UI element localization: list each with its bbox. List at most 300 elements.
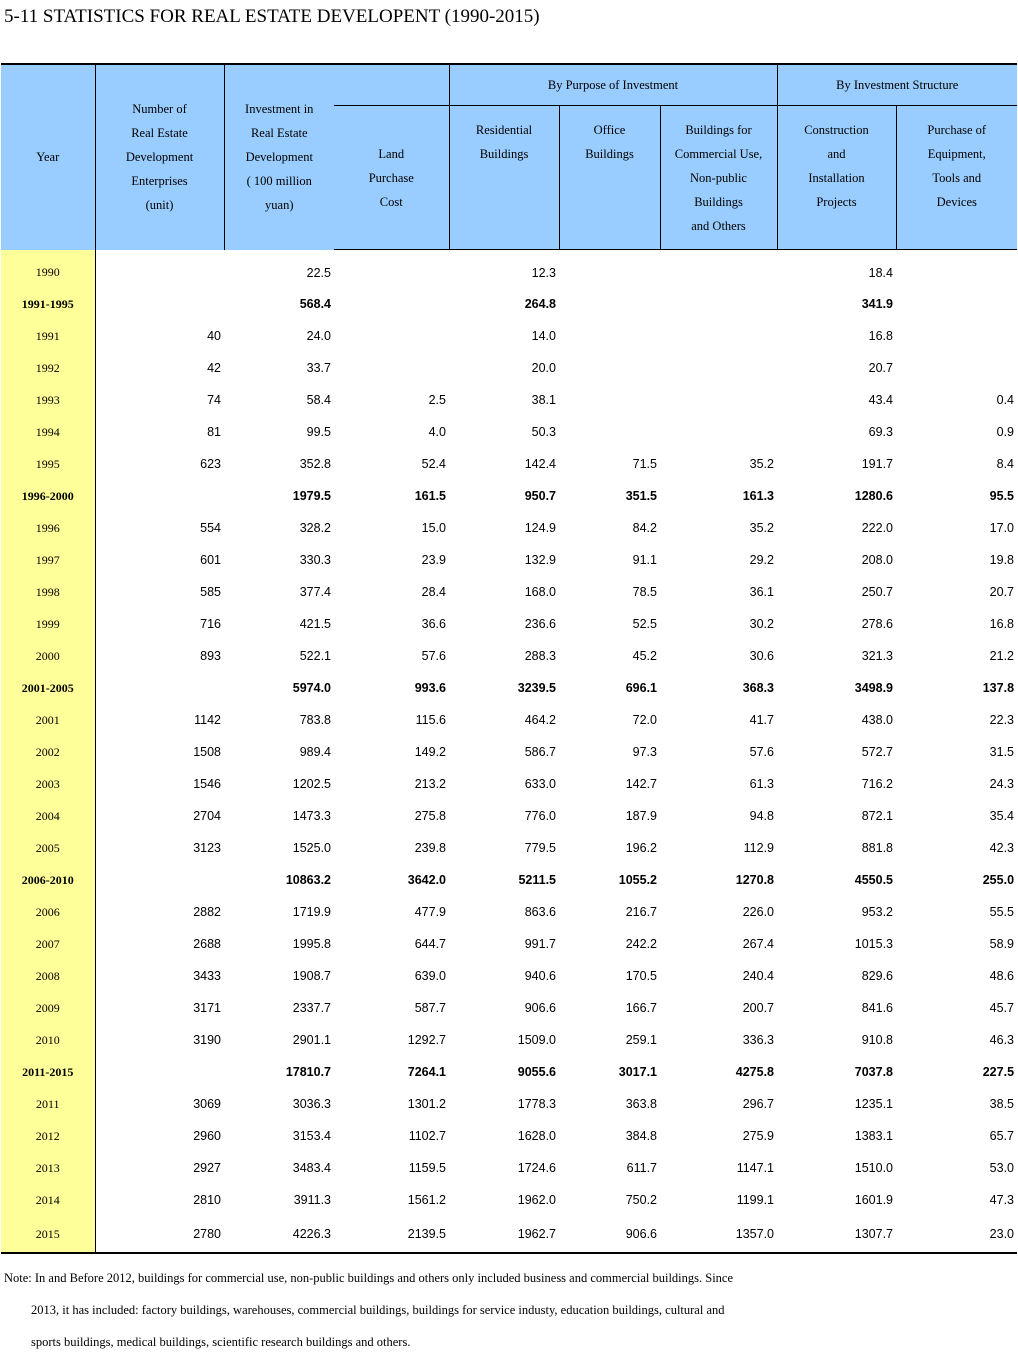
value-cell: 3153.4 bbox=[292, 1129, 331, 1143]
value-cell: 35.4 bbox=[989, 809, 1015, 823]
value-cell: 1509.0 bbox=[517, 1033, 556, 1047]
year-cell: 2004 bbox=[1, 800, 95, 832]
value-cell: 464.2 bbox=[524, 713, 556, 727]
value-cell: 1628.0 bbox=[517, 1129, 556, 1143]
value-cell bbox=[95, 288, 224, 320]
value-cell: 132.9 bbox=[524, 553, 556, 567]
year-cell: 2014 bbox=[1, 1184, 95, 1216]
value-cell: 216.7 bbox=[625, 905, 657, 919]
table-row bbox=[1, 928, 1017, 960]
value-cell: 3171 bbox=[193, 1001, 221, 1015]
value-cell: 166.7 bbox=[625, 1001, 657, 1015]
value-cell: 20.7 bbox=[868, 361, 893, 375]
table-row bbox=[1, 1216, 1017, 1253]
value-cell: 38.5 bbox=[989, 1097, 1015, 1111]
table-row bbox=[1, 832, 1017, 864]
value-cell: 363.8 bbox=[625, 1097, 657, 1111]
value-cell: 1908.7 bbox=[292, 969, 331, 983]
table-row bbox=[1, 736, 1017, 768]
value-cell: 4.0 bbox=[428, 425, 446, 439]
value-cell: 9055.6 bbox=[517, 1065, 556, 1079]
value-cell: 78.5 bbox=[632, 585, 657, 599]
value-cell: 1510.0 bbox=[854, 1161, 893, 1175]
value-cell: 2.5 bbox=[428, 393, 446, 407]
table-row bbox=[1, 448, 1017, 480]
value-cell: 170.5 bbox=[625, 969, 657, 983]
value-cell: 1508 bbox=[193, 745, 221, 759]
value-cell: 55.5 bbox=[989, 905, 1015, 919]
value-cell bbox=[660, 320, 777, 352]
value-cell: 213.2 bbox=[414, 777, 446, 791]
value-cell: 168.0 bbox=[524, 585, 556, 599]
value-cell: 19.8 bbox=[989, 553, 1015, 567]
value-cell: 288.3 bbox=[524, 649, 556, 663]
value-cell: 20.0 bbox=[531, 361, 556, 375]
table-row bbox=[1, 640, 1017, 672]
value-cell: 24.3 bbox=[989, 777, 1015, 791]
value-cell: 91.1 bbox=[632, 553, 657, 567]
value-cell: 1724.6 bbox=[517, 1161, 556, 1175]
value-cell: 586.7 bbox=[524, 745, 556, 759]
table-row bbox=[1, 320, 1017, 352]
value-cell: 57.6 bbox=[421, 649, 446, 663]
value-cell: 421.5 bbox=[299, 617, 331, 631]
value-cell: 42 bbox=[207, 361, 221, 375]
value-cell: 1055.2 bbox=[618, 873, 657, 887]
value-cell: 23.9 bbox=[421, 553, 446, 567]
value-cell: 910.8 bbox=[861, 1033, 893, 1047]
value-cell: 259.1 bbox=[625, 1033, 657, 1047]
header-structure-group: By Investment Structure bbox=[777, 64, 1017, 106]
value-cell: 236.6 bbox=[524, 617, 556, 631]
value-cell: 33.7 bbox=[306, 361, 331, 375]
value-cell: 124.9 bbox=[524, 521, 556, 535]
value-cell: 222.0 bbox=[861, 521, 893, 535]
value-cell: 227.5 bbox=[982, 1065, 1015, 1079]
value-cell: 94.8 bbox=[749, 809, 774, 823]
year-cell: 1991-1995 bbox=[1, 288, 95, 320]
value-cell: 341.9 bbox=[861, 297, 893, 311]
value-cell: 585 bbox=[200, 585, 221, 599]
value-cell: 22.3 bbox=[989, 713, 1015, 727]
value-cell: 2139.5 bbox=[334, 1216, 449, 1253]
table-row bbox=[1, 576, 1017, 608]
value-cell: 36.1 bbox=[749, 585, 774, 599]
value-cell bbox=[334, 288, 449, 320]
value-cell: 42.3 bbox=[989, 841, 1015, 855]
value-cell: 1199.1 bbox=[736, 1193, 774, 1207]
value-cell bbox=[559, 288, 660, 320]
value-cell: 187.9 bbox=[625, 809, 657, 823]
value-cell: 829.6 bbox=[861, 969, 893, 983]
table-row bbox=[1, 512, 1017, 544]
year-cell: 2005 bbox=[1, 832, 95, 864]
year-cell: 1994 bbox=[1, 416, 95, 448]
value-cell: 991.7 bbox=[524, 937, 556, 951]
value-cell: 23.0 bbox=[896, 1216, 1017, 1253]
year-cell: 2002 bbox=[1, 736, 95, 768]
value-cell: 31.5 bbox=[989, 745, 1015, 759]
value-cell: 872.1 bbox=[861, 809, 893, 823]
value-cell: 41.7 bbox=[749, 713, 774, 727]
value-cell: 196.2 bbox=[625, 841, 657, 855]
year-cell: 1995 bbox=[1, 448, 95, 480]
value-cell: 81 bbox=[207, 425, 221, 439]
value-cell bbox=[660, 416, 777, 448]
value-cell: 863.6 bbox=[524, 905, 556, 919]
table-row bbox=[1, 352, 1017, 384]
value-cell: 28.4 bbox=[421, 585, 446, 599]
value-cell: 149.2 bbox=[414, 745, 446, 759]
statistics-table bbox=[1, 63, 1017, 1254]
header-enterprises: Number of Real Estate Development Enterprises (unit) bbox=[95, 64, 224, 250]
value-cell: 601 bbox=[200, 553, 221, 567]
value-cell: 633.0 bbox=[524, 777, 556, 791]
value-cell: 45.7 bbox=[989, 1001, 1015, 1015]
year-cell: 1993 bbox=[1, 384, 95, 416]
value-cell: 20.7 bbox=[989, 585, 1015, 599]
year-cell: 2011-2015 bbox=[1, 1056, 95, 1088]
value-cell: 8.4 bbox=[996, 457, 1015, 471]
value-cell: 242.2 bbox=[625, 937, 657, 951]
value-cell: 17.0 bbox=[989, 521, 1015, 535]
table-row bbox=[1, 672, 1017, 704]
year-cell: 2010 bbox=[1, 1024, 95, 1056]
table-body bbox=[1, 250, 1017, 1254]
value-cell: 7264.1 bbox=[407, 1065, 446, 1079]
year-cell: 2007 bbox=[1, 928, 95, 960]
table-row bbox=[1, 960, 1017, 992]
value-cell: 278.6 bbox=[861, 617, 893, 631]
value-cell: 52.4 bbox=[421, 457, 446, 471]
value-cell: 45.2 bbox=[632, 649, 657, 663]
table-row bbox=[1, 704, 1017, 736]
value-cell: 72.0 bbox=[632, 713, 657, 727]
value-cell: 95.5 bbox=[989, 489, 1015, 503]
value-cell bbox=[559, 352, 660, 384]
value-cell: 893 bbox=[200, 649, 221, 663]
value-cell: 568.4 bbox=[299, 297, 331, 311]
value-cell: 993.6 bbox=[414, 681, 446, 695]
value-cell: 4226.3 bbox=[224, 1216, 334, 1253]
value-cell: 137.8 bbox=[982, 681, 1015, 695]
value-cell: 696.1 bbox=[625, 681, 657, 695]
table-row bbox=[1, 864, 1017, 896]
page-title: 5-11 STATISTICS FOR REAL ESTATE DEVELOPENT (1990-2015) bbox=[4, 6, 540, 27]
table-row bbox=[1, 1088, 1017, 1120]
value-cell: 84.2 bbox=[632, 521, 657, 535]
year-cell: 1997 bbox=[1, 544, 95, 576]
value-cell bbox=[95, 1056, 224, 1088]
value-cell: 3069 bbox=[193, 1097, 221, 1111]
table-row bbox=[1, 250, 1017, 289]
value-cell: 644.7 bbox=[414, 937, 446, 951]
year-cell: 2009 bbox=[1, 992, 95, 1024]
value-cell bbox=[896, 250, 1017, 289]
value-cell: 0.4 bbox=[996, 393, 1015, 407]
value-cell: 1525.0 bbox=[292, 841, 331, 855]
year-cell: 1991 bbox=[1, 320, 95, 352]
value-cell: 1995.8 bbox=[292, 937, 331, 951]
value-cell: 1473.3 bbox=[292, 809, 331, 823]
value-cell: 46.3 bbox=[989, 1033, 1015, 1047]
value-cell: 989.4 bbox=[299, 745, 331, 759]
value-cell: 1546 bbox=[193, 777, 221, 791]
value-cell: 438.0 bbox=[861, 713, 893, 727]
value-cell bbox=[334, 320, 449, 352]
value-cell: 330.3 bbox=[299, 553, 331, 567]
value-cell: 377.4 bbox=[299, 585, 331, 599]
value-cell: 48.6 bbox=[989, 969, 1015, 983]
table-row bbox=[1, 896, 1017, 928]
value-cell: 321.3 bbox=[861, 649, 893, 663]
value-cell: 3239.5 bbox=[517, 681, 556, 695]
year-cell: 2013 bbox=[1, 1152, 95, 1184]
value-cell: 40 bbox=[207, 329, 221, 343]
value-cell bbox=[660, 288, 777, 320]
value-cell: 611.7 bbox=[626, 1161, 657, 1175]
value-cell: 3017.1 bbox=[618, 1065, 657, 1079]
value-cell: 29.2 bbox=[749, 553, 774, 567]
value-cell: 275.9 bbox=[742, 1129, 774, 1143]
value-cell: 1102.7 bbox=[408, 1129, 446, 1143]
value-cell: 522.1 bbox=[299, 649, 331, 663]
value-cell bbox=[95, 864, 224, 896]
year-cell: 2006-2010 bbox=[1, 864, 95, 896]
value-cell: 12.3 bbox=[531, 266, 556, 280]
table-row bbox=[1, 480, 1017, 512]
value-cell: 1202.5 bbox=[292, 777, 331, 791]
table-row bbox=[1, 1024, 1017, 1056]
value-cell: 50.3 bbox=[531, 425, 556, 439]
value-cell: 99.5 bbox=[306, 425, 331, 439]
value-cell: 554 bbox=[200, 521, 221, 535]
value-cell: 2780 bbox=[95, 1216, 224, 1253]
table-row bbox=[1, 992, 1017, 1024]
footnote-line: 2013, it has included: factory buildings, warehouses, commercial buildings, buildings for service industy, education buildings, cultural and bbox=[31, 1303, 725, 1317]
value-cell: 200.7 bbox=[742, 1001, 774, 1015]
value-cell: 906.6 bbox=[559, 1216, 660, 1253]
value-cell: 1142 bbox=[194, 713, 221, 727]
value-cell: 328.2 bbox=[299, 521, 331, 535]
value-cell: 2337.7 bbox=[292, 1001, 331, 1015]
year-cell: 1998 bbox=[1, 576, 95, 608]
value-cell: 16.8 bbox=[868, 329, 893, 343]
value-cell: 53.0 bbox=[989, 1161, 1015, 1175]
value-cell: 36.6 bbox=[421, 617, 446, 631]
value-cell: 35.2 bbox=[749, 457, 774, 471]
table-row bbox=[1, 1184, 1017, 1216]
value-cell: 1962.0 bbox=[517, 1193, 556, 1207]
value-cell: 4275.8 bbox=[735, 1065, 774, 1079]
value-cell: 2927 bbox=[193, 1161, 221, 1175]
table-row bbox=[1, 1056, 1017, 1088]
table-row bbox=[1, 608, 1017, 640]
table-row bbox=[1, 800, 1017, 832]
year-cell: 1992 bbox=[1, 352, 95, 384]
value-cell: 38.1 bbox=[531, 393, 556, 407]
value-cell bbox=[95, 250, 224, 289]
value-cell: 255.0 bbox=[982, 873, 1015, 887]
value-cell: 3911.3 bbox=[293, 1193, 331, 1207]
table-row bbox=[1, 288, 1017, 320]
value-cell: 1147.1 bbox=[736, 1161, 774, 1175]
header-year: Year bbox=[1, 64, 95, 250]
year-cell: 2012 bbox=[1, 1120, 95, 1152]
value-cell: 275.8 bbox=[414, 809, 446, 823]
value-cell: 1270.8 bbox=[735, 873, 774, 887]
year-cell: 1996 bbox=[1, 512, 95, 544]
value-cell: 5974.0 bbox=[292, 681, 331, 695]
footnote bbox=[4, 1262, 804, 1358]
value-cell: 43.4 bbox=[868, 393, 893, 407]
year-cell: 1999 bbox=[1, 608, 95, 640]
year-cell: 1996-2000 bbox=[1, 480, 95, 512]
value-cell bbox=[660, 250, 777, 289]
value-cell: 950.7 bbox=[524, 489, 556, 503]
value-cell: 61.3 bbox=[749, 777, 774, 791]
value-cell: 2882 bbox=[193, 905, 221, 919]
year-cell: 2015 bbox=[1, 1216, 95, 1253]
year-cell: 2000 bbox=[1, 640, 95, 672]
value-cell bbox=[896, 288, 1017, 320]
value-cell: 24.0 bbox=[306, 329, 331, 343]
value-cell: 1601.9 bbox=[854, 1193, 893, 1207]
value-cell: 1280.6 bbox=[854, 489, 893, 503]
value-cell: 716.2 bbox=[861, 777, 893, 791]
value-cell: 97.3 bbox=[632, 745, 657, 759]
value-cell: 47.3 bbox=[989, 1193, 1015, 1207]
value-cell: 191.7 bbox=[861, 457, 893, 471]
value-cell: 0.9 bbox=[996, 425, 1015, 439]
value-cell: 112.9 bbox=[743, 841, 774, 855]
value-cell: 351.5 bbox=[625, 489, 657, 503]
value-cell: 2688 bbox=[193, 937, 221, 951]
value-cell: 71.5 bbox=[632, 457, 657, 471]
value-cell: 1561.2 bbox=[407, 1193, 446, 1207]
value-cell: 142.7 bbox=[625, 777, 657, 791]
value-cell: 30.6 bbox=[749, 649, 774, 663]
value-cell: 1962.7 bbox=[449, 1216, 559, 1253]
value-cell: 226.0 bbox=[742, 905, 774, 919]
value-cell: 623 bbox=[200, 457, 221, 471]
value-cell: 1383.1 bbox=[854, 1129, 893, 1143]
value-cell: 58.9 bbox=[989, 937, 1015, 951]
value-cell: 5211.5 bbox=[518, 873, 556, 887]
value-cell bbox=[660, 384, 777, 416]
value-cell: 15.0 bbox=[421, 521, 446, 535]
value-cell: 953.2 bbox=[861, 905, 893, 919]
value-cell: 881.8 bbox=[861, 841, 893, 855]
value-cell: 74 bbox=[207, 393, 221, 407]
value-cell: 477.9 bbox=[414, 905, 446, 919]
table-row bbox=[1, 768, 1017, 800]
year-cell: 2011 bbox=[1, 1088, 95, 1120]
value-cell: 716 bbox=[200, 617, 221, 631]
value-cell bbox=[334, 352, 449, 384]
value-cell: 1292.7 bbox=[407, 1033, 446, 1047]
value-cell bbox=[559, 384, 660, 416]
value-cell bbox=[896, 320, 1017, 352]
value-cell: 1979.5 bbox=[292, 489, 331, 503]
value-cell: 267.4 bbox=[742, 937, 774, 951]
value-cell: 776.0 bbox=[524, 809, 556, 823]
value-cell: 296.7 bbox=[742, 1097, 774, 1111]
table-row bbox=[1, 1120, 1017, 1152]
value-cell: 35.2 bbox=[749, 521, 774, 535]
value-cell: 52.5 bbox=[632, 617, 657, 631]
value-cell: 21.2 bbox=[989, 649, 1015, 663]
year-cell: 2003 bbox=[1, 768, 95, 800]
value-cell: 69.3 bbox=[868, 425, 893, 439]
value-cell: 1719.9 bbox=[292, 905, 331, 919]
value-cell: 1015.3 bbox=[854, 937, 893, 951]
value-cell: 3498.9 bbox=[854, 681, 893, 695]
year-cell: 1990 bbox=[1, 250, 95, 289]
value-cell: 7037.8 bbox=[854, 1065, 893, 1079]
value-cell: 1778.3 bbox=[517, 1097, 556, 1111]
value-cell: 16.8 bbox=[989, 617, 1015, 631]
year-cell: 2001 bbox=[1, 704, 95, 736]
header-commercial: Buildings for Commercial Use, Non-public Buildings and Others bbox=[660, 106, 777, 250]
value-cell: 1159.5 bbox=[408, 1161, 446, 1175]
value-cell: 384.8 bbox=[625, 1129, 657, 1143]
value-cell: 783.8 bbox=[299, 713, 331, 727]
footnote-line: sports buildings, medical buildings, scientific research buildings and others. bbox=[31, 1335, 411, 1349]
header-investment: Investment in Real Estate Development ( 100 million yuan) bbox=[224, 64, 334, 250]
value-cell: 1301.2 bbox=[407, 1097, 446, 1111]
value-cell: 3483.4 bbox=[292, 1161, 331, 1175]
value-cell: 14.0 bbox=[531, 329, 556, 343]
header-residential: Residential Buildings bbox=[449, 106, 559, 250]
value-cell: 779.5 bbox=[524, 841, 556, 855]
value-cell: 30.2 bbox=[749, 617, 774, 631]
value-cell: 3433 bbox=[193, 969, 221, 983]
value-cell: 906.6 bbox=[524, 1001, 556, 1015]
value-cell: 17810.7 bbox=[285, 1065, 331, 1079]
footnote-line: Note: In and Before 2012, buildings for commercial use, non-public buildings and others only included business and commercial buildings. Since bbox=[4, 1271, 734, 1285]
value-cell: 250.7 bbox=[861, 585, 893, 599]
value-cell: 57.6 bbox=[749, 745, 774, 759]
value-cell: 2901.1 bbox=[292, 1033, 331, 1047]
value-cell: 3036.3 bbox=[292, 1097, 331, 1111]
value-cell: 161.5 bbox=[414, 489, 446, 503]
value-cell: 1357.0 bbox=[660, 1216, 777, 1253]
header-office: Office Buildings bbox=[559, 106, 660, 250]
value-cell bbox=[559, 250, 660, 289]
year-cell: 2008 bbox=[1, 960, 95, 992]
value-cell: 1235.1 bbox=[854, 1097, 893, 1111]
value-cell bbox=[660, 352, 777, 384]
table-row bbox=[1, 384, 1017, 416]
value-cell: 142.4 bbox=[524, 457, 556, 471]
value-cell: 240.4 bbox=[742, 969, 774, 983]
value-cell: 4550.5 bbox=[854, 873, 893, 887]
value-cell: 115.6 bbox=[415, 713, 446, 727]
value-cell: 352.8 bbox=[299, 457, 331, 471]
value-cell bbox=[559, 320, 660, 352]
header-land: Land Purchase Cost bbox=[334, 106, 449, 250]
value-cell bbox=[896, 352, 1017, 384]
value-cell: 750.2 bbox=[625, 1193, 657, 1207]
year-cell: 2006 bbox=[1, 896, 95, 928]
value-cell: 572.7 bbox=[861, 745, 893, 759]
value-cell: 65.7 bbox=[989, 1129, 1015, 1143]
value-cell bbox=[334, 250, 449, 289]
value-cell: 3642.0 bbox=[407, 873, 446, 887]
header-equipment: Purchase of Equipment, Tools and Devices bbox=[896, 106, 1017, 250]
header-purpose-group: By Purpose of Investment bbox=[449, 64, 777, 106]
